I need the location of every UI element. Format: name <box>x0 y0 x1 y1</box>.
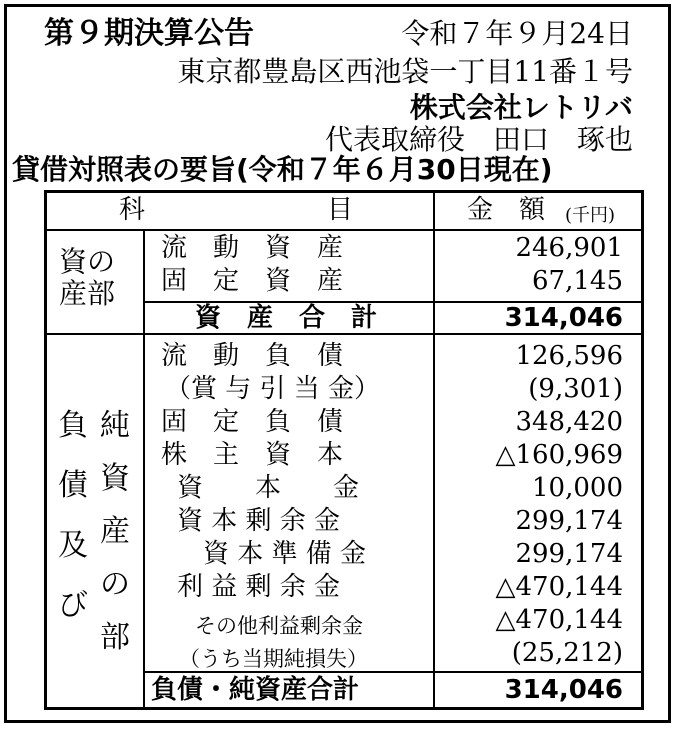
liability-row-value: △470,144 <box>495 572 623 602</box>
liability-row-label: その他利益剰余金 <box>195 614 363 638</box>
assets-label-1: 資の <box>59 245 116 278</box>
liability-row-value: △470,144 <box>495 605 623 635</box>
liability-row-value: 10,000 <box>532 473 623 503</box>
liability-row-label: 資 本 剰 余 金 <box>177 506 341 536</box>
liab-label-divider <box>143 335 145 707</box>
asset-row-label: 流 動 資 産 <box>161 233 344 263</box>
header-divider <box>47 229 641 231</box>
representative: 代表取締役 田口 琢也 <box>324 123 633 156</box>
liability-row-value: 299,174 <box>515 539 623 569</box>
liab-label-char: 資 <box>100 461 130 496</box>
liab-total-divider <box>143 671 641 673</box>
liab-label-char: 純 <box>100 408 130 443</box>
asset-row-label: 固 定 資 産 <box>161 266 344 296</box>
section-divider <box>47 333 641 335</box>
amount-column-divider <box>433 193 435 707</box>
liability-row-value: (9,301) <box>528 374 623 404</box>
assets-total-value: 314,046 <box>504 303 623 333</box>
liab-label-char: 部 <box>100 620 130 655</box>
asset-row-value: 246,901 <box>515 233 623 263</box>
head-item-1: 科 <box>119 195 146 225</box>
company-address: 東京都豊島区西池袋一丁目11番１号 <box>177 55 633 88</box>
notice-title: 第９期決算公告 <box>44 16 254 51</box>
liab-total-label: 負債・純資産合計 <box>151 675 360 705</box>
liab-total-value: 314,046 <box>504 675 623 705</box>
asset-row-value: 67,145 <box>532 266 623 296</box>
liability-row-value: 126,596 <box>515 341 623 371</box>
assets-label-divider <box>143 229 145 333</box>
assets-label-2: 産部 <box>59 277 116 310</box>
liab-label-char: び <box>58 588 88 623</box>
liab-label-char: 及 <box>58 528 88 563</box>
liability-row-value: 299,174 <box>515 506 623 536</box>
notice-date: 令和７年９月24日 <box>401 17 633 50</box>
liability-row-label: 固 定 負 債 <box>161 407 344 437</box>
head-unit: (千円) <box>565 205 616 226</box>
liab-label-char: 産 <box>100 514 130 549</box>
liability-row-label: 流 動 負 債 <box>161 341 344 371</box>
company-name: 株式会社レトリバ <box>409 91 633 124</box>
balance-sheet-subtitle: 貸借対照表の要旨(令和７年６月30日現在) <box>12 153 553 186</box>
liability-row-label: （賞 与 引 当 金） <box>165 374 381 404</box>
head-amount: 金 額 <box>467 195 546 225</box>
head-item-2: 目 <box>327 195 354 225</box>
liability-row-value: △160,969 <box>495 440 623 470</box>
liability-row-label: 株 主 資 本 <box>161 440 344 470</box>
liability-row-label: 資 本 準 備 金 <box>203 539 367 569</box>
liab-label-char: 負 <box>58 408 88 443</box>
liability-row-value: (25,212) <box>511 638 623 668</box>
assets-total-label: 資 産 合 計 <box>195 303 378 333</box>
liability-row-label: （うち当期純損失） <box>179 647 368 671</box>
liab-label-char: の <box>100 567 130 602</box>
liab-label-char: 債 <box>58 468 88 503</box>
liability-row-value: 348,420 <box>515 407 623 437</box>
liability-row-label: 利 益 剰 余 金 <box>177 572 341 602</box>
balance-sheet-table <box>44 190 644 710</box>
liability-row-label: 資 本 金 <box>177 473 360 503</box>
